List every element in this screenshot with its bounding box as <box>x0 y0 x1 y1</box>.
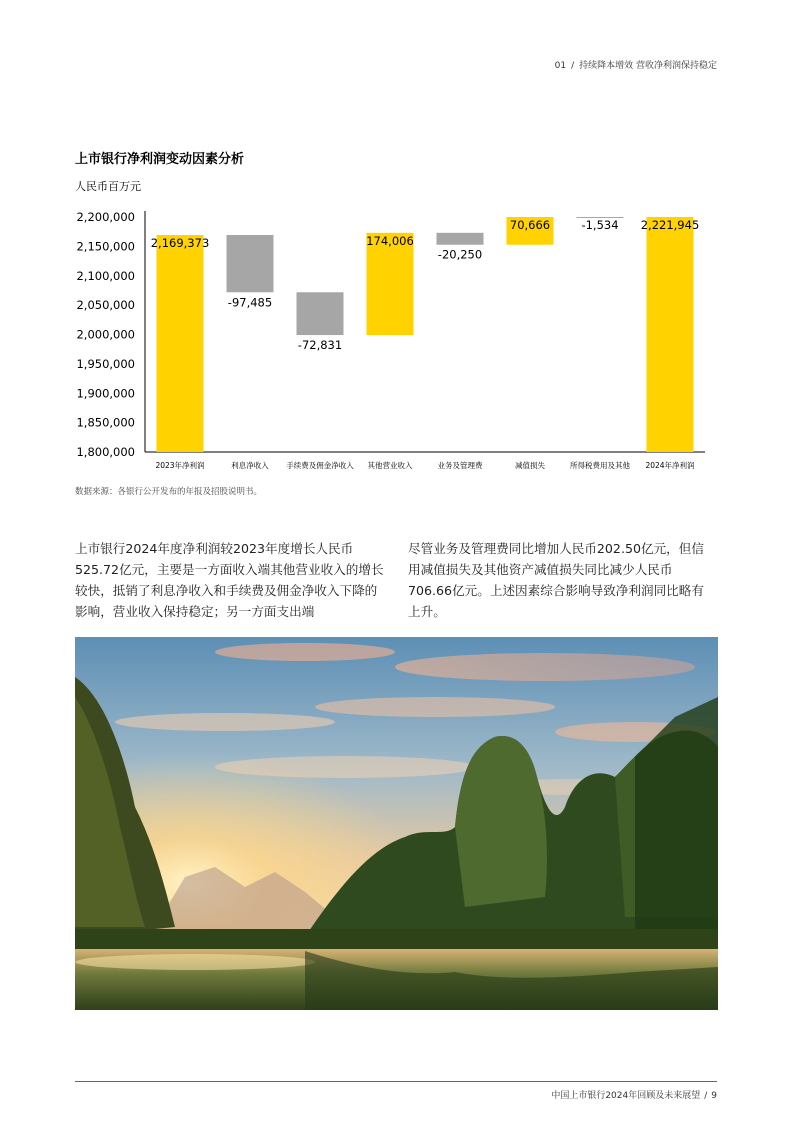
x-category-label: 2024年净利润 <box>645 461 695 470</box>
y-tick-label: 2,100,000 <box>76 268 135 283</box>
x-category-label: 手续费及佣金净收入 <box>286 461 354 470</box>
x-category-label: 所得税费用及其他 <box>570 461 630 470</box>
waterfall-bar <box>437 233 484 245</box>
y-tick-label: 1,900,000 <box>76 386 135 401</box>
bar-value-label: -97,485 <box>227 295 273 310</box>
y-tick-label: 2,000,000 <box>76 327 135 342</box>
waterfall-bar <box>157 235 204 452</box>
chart-unit-label: 人民币百万元 <box>75 180 141 193</box>
bar-value-label: -72,831 <box>297 338 343 353</box>
data-source-note: 数据来源：各银行公开发布的年报及招股说明书。 <box>75 487 263 497</box>
section-number: 01 <box>554 61 567 71</box>
karst-landscape-image <box>75 637 718 1010</box>
waterfall-bar <box>227 235 274 292</box>
waterfall-chart <box>0 195 793 480</box>
page-footer <box>551 1088 717 1101</box>
landscape-photo <box>75 637 718 1010</box>
x-category-label: 2023年净利润 <box>155 461 205 470</box>
section-breadcrumb <box>555 58 717 71</box>
y-tick-label: 2,200,000 <box>76 210 135 224</box>
bar-value-label: 70,666 <box>509 218 551 232</box>
y-tick-label: 1,800,000 <box>76 445 135 459</box>
body-text-left: 上市银行2024年度净利润较2023年度增长人民币525.72亿元，主要是一方面收入端其他营业收入的增长较快，抵销了利息净收入和手续费及佣金净收入下降的影响，营业收入保持稳定；另一方面支出端 <box>75 541 384 619</box>
report-title: 中国上市银行2024年回顾及未来展望 <box>551 1091 701 1101</box>
y-tick-label: 2,150,000 <box>76 239 135 254</box>
y-tick-label: 1,950,000 <box>76 356 135 371</box>
section-title: 持续降本增效 营收净利润保持稳定 <box>579 61 717 71</box>
x-category-label: 减值损失 <box>515 461 545 470</box>
waterfall-bar <box>367 233 414 335</box>
y-tick-label: 1,850,000 <box>76 415 135 430</box>
body-text-right: 尽管业务及管理费同比增加人民币202.50亿元，但信用减值损失及其他资产减值损失同比减少人民币706.66亿元。上述因素综合影响导致净利润同比略有上升。 <box>408 541 704 619</box>
waterfall-bar <box>297 292 344 335</box>
footer-separator: / <box>704 1091 708 1101</box>
bar-value-label: -20,250 <box>437 247 483 262</box>
footer-divider <box>75 1081 717 1082</box>
bar-value-label: 174,006 <box>366 233 414 248</box>
x-category-label: 其他营业收入 <box>367 461 413 470</box>
x-category-label: 利息净收入 <box>231 461 269 470</box>
page-number: 9 <box>711 1091 717 1101</box>
waterfall-bar <box>647 217 694 452</box>
y-tick-label: 2,050,000 <box>76 298 135 313</box>
chart-title: 上市银行净利润变动因素分析 <box>75 152 245 167</box>
bar-value-label: -1,534 <box>581 218 619 232</box>
x-category-label: 业务及管理费 <box>437 461 483 470</box>
bar-value-label: 2,169,373 <box>150 235 210 250</box>
bar-value-label: 2,221,945 <box>640 218 700 232</box>
breadcrumb-separator: / <box>571 61 575 71</box>
